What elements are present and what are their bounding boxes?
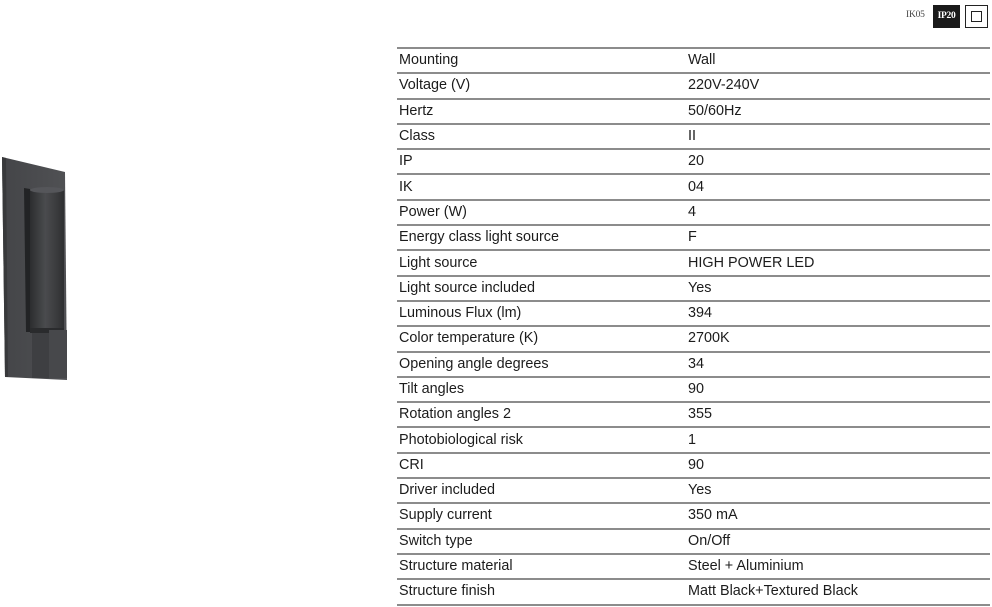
spec-row (397, 326, 990, 351)
spec-value: 1 (686, 427, 990, 452)
spec-label: Luminous Flux (lm) (397, 301, 686, 326)
spec-row (397, 301, 990, 326)
spec-row (397, 99, 990, 124)
spec-row (397, 427, 990, 452)
spec-label: Color temperature (K) (397, 326, 686, 351)
spec-value: 20 (686, 149, 990, 174)
spec-value: Yes (686, 276, 990, 301)
product-image (0, 150, 75, 390)
spec-label: Rotation angles 2 (397, 402, 686, 427)
spec-value: Yes (686, 478, 990, 503)
spec-value: Steel + Aluminium (686, 554, 990, 579)
spec-label: Hertz (397, 99, 686, 124)
spec-value: HIGH POWER LED (686, 250, 990, 275)
class-ii-inner-square (971, 11, 982, 22)
spec-label: IP (397, 149, 686, 174)
ik-rating-badge: IK05 (906, 10, 925, 20)
specifications-table (397, 47, 990, 606)
spec-row (397, 276, 990, 301)
spec-value: 350 mA (686, 503, 990, 528)
spec-value: On/Off (686, 529, 990, 554)
spec-label: IK (397, 174, 686, 199)
spec-row (397, 73, 990, 98)
spec-value: II (686, 124, 990, 149)
spec-label: Switch type (397, 529, 686, 554)
spec-row (397, 352, 990, 377)
spec-label: Power (W) (397, 200, 686, 225)
spec-row (397, 579, 990, 604)
spec-row (397, 174, 990, 199)
spec-row (397, 377, 990, 402)
spec-row (397, 453, 990, 478)
spec-row (397, 124, 990, 149)
spec-label: Driver included (397, 478, 686, 503)
spec-label: Mounting (397, 48, 686, 73)
ip-rating-badge: IP20 (933, 5, 960, 28)
spec-label: Structure material (397, 554, 686, 579)
spec-value: 394 (686, 301, 990, 326)
wall-lamp-illustration (0, 150, 75, 390)
spec-row (397, 250, 990, 275)
spec-label: Tilt angles (397, 377, 686, 402)
spec-row (397, 225, 990, 250)
spec-label: CRI (397, 453, 686, 478)
spec-row (397, 48, 990, 73)
spec-value: 90 (686, 377, 990, 402)
class-ii-double-square-icon (965, 5, 988, 28)
spec-value: 220V-240V (686, 73, 990, 98)
spec-value: 4 (686, 200, 990, 225)
spec-label: Light source included (397, 276, 686, 301)
spec-value: 355 (686, 402, 990, 427)
spec-row (397, 478, 990, 503)
spec-row (397, 503, 990, 528)
spec-label: Class (397, 124, 686, 149)
spec-value: 34 (686, 352, 990, 377)
spec-row (397, 200, 990, 225)
spec-value: Matt Black+Textured Black (686, 579, 990, 604)
spec-value: 50/60Hz (686, 99, 990, 124)
spec-row (397, 554, 990, 579)
spec-label: Voltage (V) (397, 73, 686, 98)
spec-row (397, 529, 990, 554)
spec-value: 2700K (686, 326, 990, 351)
spec-row (397, 402, 990, 427)
spec-label: Photobiological risk (397, 427, 686, 452)
spec-value: 90 (686, 453, 990, 478)
spec-label: Structure finish (397, 579, 686, 604)
spec-value: F (686, 225, 990, 250)
spec-value: 04 (686, 174, 990, 199)
spec-label: Energy class light source (397, 225, 686, 250)
spec-label: Opening angle degrees (397, 352, 686, 377)
certification-badges (900, 5, 992, 29)
spec-row (397, 149, 990, 174)
spec-label: Supply current (397, 503, 686, 528)
spec-label: Light source (397, 250, 686, 275)
spec-value: Wall (686, 48, 990, 73)
